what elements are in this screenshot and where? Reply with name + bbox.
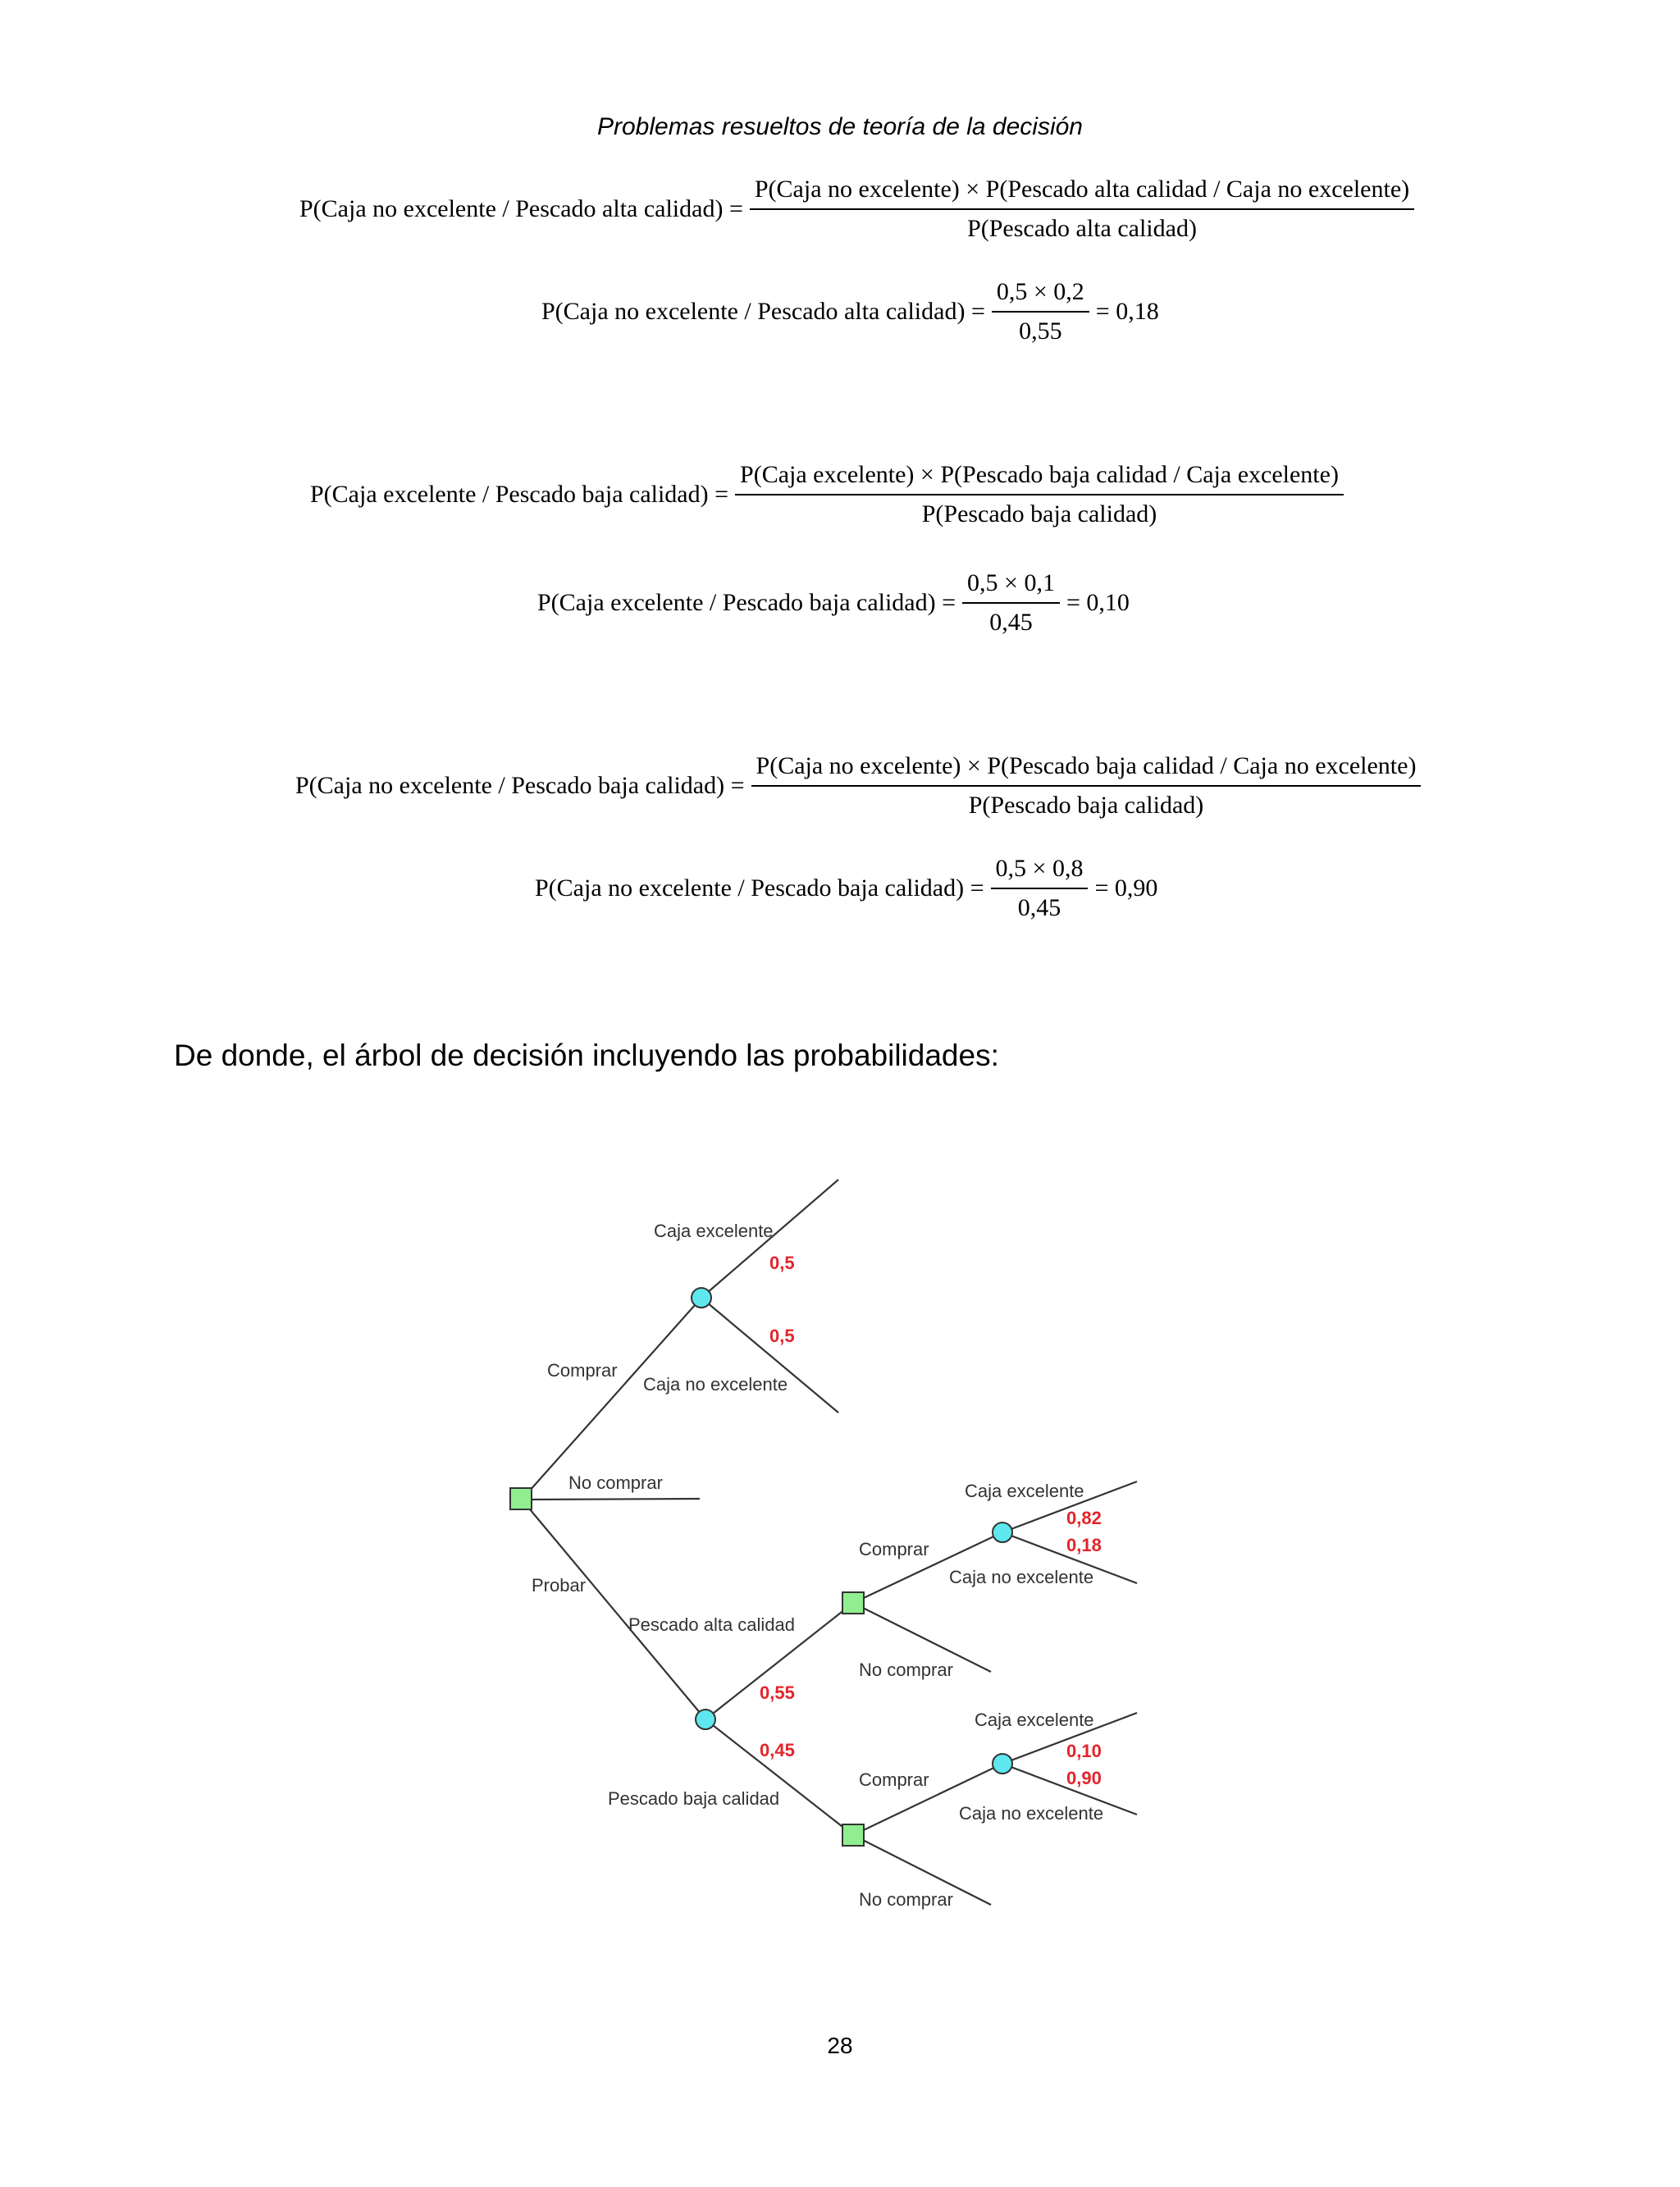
equation-numerator: P(Caja no excelente) × P(Pescado baja calidad / Caja no excelente): [751, 752, 1422, 787]
label-comprar-2: Comprar: [859, 1539, 929, 1559]
label-comprar-1: Comprar: [547, 1360, 618, 1381]
equation-numerator: 0,5 × 0,1: [962, 569, 1060, 604]
page-header: Problemas resueltos de teoría de la decisión: [596, 113, 1083, 140]
label-caja-excelente-1: Caja excelente: [654, 1221, 774, 1241]
decision-node-alta: [842, 1592, 864, 1614]
probability-caja-excelente-1: 0,5: [769, 1253, 795, 1273]
probability-caja-no-excelente-1: 0,5: [769, 1326, 795, 1346]
equation-fraction: [751, 752, 1422, 820]
equation-lhs: P(Caja excelente / Pescado baja calidad) =: [310, 481, 729, 508]
label-pescado-baja: Pescado baja calidad: [608, 1788, 780, 1809]
label-caja-no-excelente-1: Caja no excelente: [643, 1374, 788, 1395]
equation-5: [295, 749, 1427, 823]
label-no-comprar-3: No comprar: [859, 1889, 953, 1910]
equation-1: [299, 172, 1421, 246]
probability-caja-excelente-2: 0,82: [1066, 1508, 1102, 1528]
chance-node-probar: [696, 1710, 715, 1729]
equation-denominator: P(Pescado baja calidad): [921, 500, 1157, 527]
label-pescado-alta: Pescado alta calidad: [628, 1614, 796, 1635]
equation-fraction: [992, 278, 1089, 345]
branch-probar: [522, 1500, 705, 1719]
equation-numerator: P(Caja no excelente) × P(Pescado alta calidad / Caja no excelente): [750, 176, 1414, 210]
equation-lhs: P(Caja no excelente / Pescado baja calidad) =: [295, 772, 745, 799]
decision-node-baja: [842, 1824, 864, 1846]
equation-result: = 0,90: [1094, 874, 1158, 902]
equation-lhs: P(Caja excelente / Pescado baja calidad) =: [537, 589, 956, 616]
probability-caja-excelente-3: 0,10: [1066, 1741, 1102, 1761]
label-probar: Probar: [532, 1575, 587, 1596]
label-caja-excelente-2: Caja excelente: [965, 1481, 1084, 1501]
chance-node-baja: [993, 1754, 1012, 1774]
equation-numerator: P(Caja excelente) × P(Pescado baja calidad / Caja excelente): [735, 461, 1344, 495]
branch-pescado-baja: [705, 1719, 853, 1835]
label-no-comprar-1: No comprar: [568, 1472, 663, 1493]
chance-node-comprar: [692, 1288, 711, 1308]
probability-caja-no-excelente-2: 0,18: [1066, 1535, 1102, 1555]
equation-lhs: P(Caja no excelente / Pescado baja calidad) =: [535, 874, 984, 902]
equation-fraction: [750, 176, 1414, 243]
label-caja-no-excelente-2: Caja no excelente: [949, 1567, 1094, 1587]
equation-denominator: 0,55: [1019, 317, 1062, 345]
equation-fraction: [991, 855, 1089, 922]
equation-denominator: 0,45: [1017, 894, 1061, 921]
equation-denominator: P(Pescado baja calidad): [968, 792, 1204, 819]
equation-fraction: [962, 569, 1060, 637]
equation-numerator: 0,5 × 0,2: [992, 278, 1089, 313]
branch-caja-no-excelente-1: [701, 1298, 838, 1413]
page-number: 28: [827, 2033, 853, 2058]
equation-4: [537, 566, 1130, 640]
branch-comprar-1: [522, 1298, 701, 1500]
equation-lhs: P(Caja no excelente / Pescado alta calidad) =: [299, 195, 743, 222]
label-caja-excelente-3: Caja excelente: [975, 1710, 1094, 1730]
equation-numerator: 0,5 × 0,8: [991, 855, 1089, 889]
equation-fraction: [735, 461, 1344, 528]
equation-result: = 0,18: [1095, 298, 1159, 325]
equation-denominator: 0,45: [989, 609, 1033, 636]
equation-6: [535, 852, 1157, 925]
branch-no-comprar-1: [522, 1499, 700, 1500]
label-caja-no-excelente-3: Caja no excelente: [959, 1803, 1104, 1824]
equation-lhs: P(Caja no excelente / Pescado alta calidad) =: [541, 298, 985, 325]
decision-node-root: [510, 1488, 532, 1509]
equation-denominator: P(Pescado alta calidad): [967, 215, 1197, 242]
label-no-comprar-2: No comprar: [859, 1660, 953, 1680]
probability-pescado-alta: 0,55: [760, 1682, 795, 1703]
label-comprar-3: Comprar: [859, 1769, 929, 1790]
intro-text: De donde, el árbol de decisión incluyendo las probabilidades:: [174, 1039, 999, 1072]
equation-3: [310, 458, 1350, 532]
decision-tree: [0, 1165, 1680, 1952]
equation-2: [541, 275, 1159, 349]
probability-caja-no-excelente-3: 0,90: [1066, 1768, 1102, 1788]
equation-result: = 0,10: [1066, 589, 1130, 616]
chance-node-alta: [993, 1523, 1012, 1542]
probability-pescado-baja: 0,45: [760, 1740, 795, 1760]
